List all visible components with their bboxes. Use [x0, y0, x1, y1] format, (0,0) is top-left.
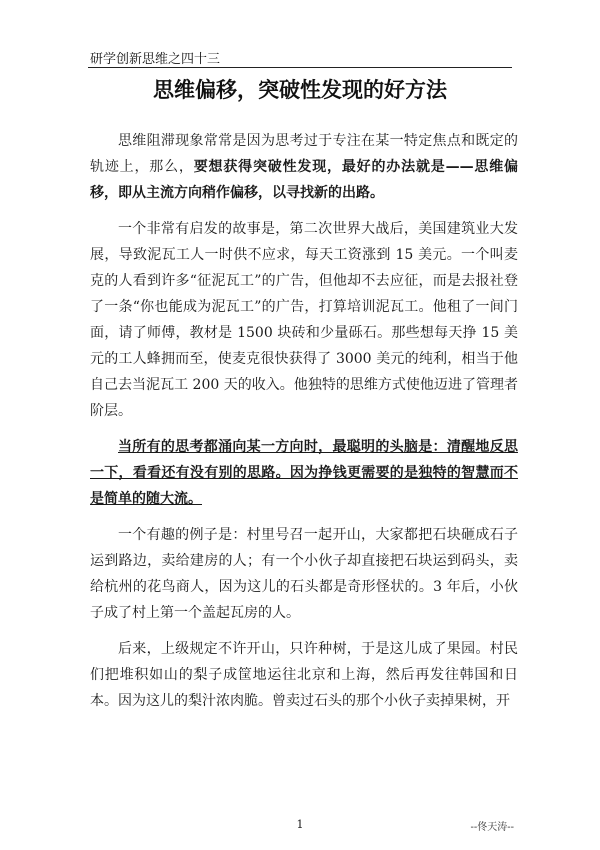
paragraph-2 [90, 216, 518, 424]
header-rule [88, 67, 512, 68]
article-body [90, 128, 518, 724]
paragraph-5 [90, 636, 518, 714]
page-number: 1 [296, 818, 304, 831]
paragraph-1-bold-text: 要想获得突破性发现，最好的办法就是——思维偏移，即从主流方向稍作偏移，以寻找新的出路。 [90, 159, 519, 201]
page-title: 思维偏移，突破性发现的好方法 [153, 78, 447, 102]
paragraph-1 [90, 128, 518, 206]
paragraph-4-text: 一个有趣的例子是：村里号召一起开山，大家都把石块砸成石子运到路边，卖给建房的人；有一个小伙子却直接把石块运到码头，卖给杭州的花鸟商人，因为这儿的石头都是奇形怪状的。3 年后，小伙子成了村上第一个盖起瓦房的人。 [90, 527, 518, 621]
paragraph-1-text: 思维阻滞现象常常是因为思考过于专注在某一特定焦点和既定的轨迹上，那么， [90, 133, 518, 175]
paragraph-3-highlight: 当所有的思考都涌向某一方向时，最聪明的头脑是：清醒地反思一下，看看还有没有别的思路。因为挣钱更需要的是独特的智慧而不是简单的随大流。 [90, 439, 518, 507]
paragraph-3 [90, 434, 518, 512]
footer-author: --佟天涛-- [470, 822, 514, 833]
header-label: 研学创新思维之四十三 [90, 52, 221, 67]
paragraph-5-text: 后来，上级规定不许开山，只许种树，于是这儿成了果园。村民们把堆积如山的梨子成筐地运往北京和上海，然后再发往韩国和日本。因为这儿的梨汁浓肉脆。曾卖过石头的那个小伙子卖掉果树，开 [90, 641, 518, 709]
paragraph-4 [90, 522, 518, 626]
paragraph-2-text: 一个非常有启发的故事是，第二次世界大战后，美国建筑业大发展，导致泥瓦工人一时供不应求，每天工资涨到 15 美元。一个叫麦克的人看到许多“征泥瓦工”的广告，但他却不去应征，而是去报社登了一条“你也能成为泥瓦工”的广告，打算培训泥瓦工。他租了一间门面，请了师傅，教材是 1500 块砖和少量砾石。那些想每天挣 15 美元的工人蜂拥而至，使麦克很快获得了 3000 美元的纯利，相当于他自己去当泥瓦工 200 天的收入。他独特的思维方式使他迈进了管理者阶层。 [90, 221, 518, 419]
